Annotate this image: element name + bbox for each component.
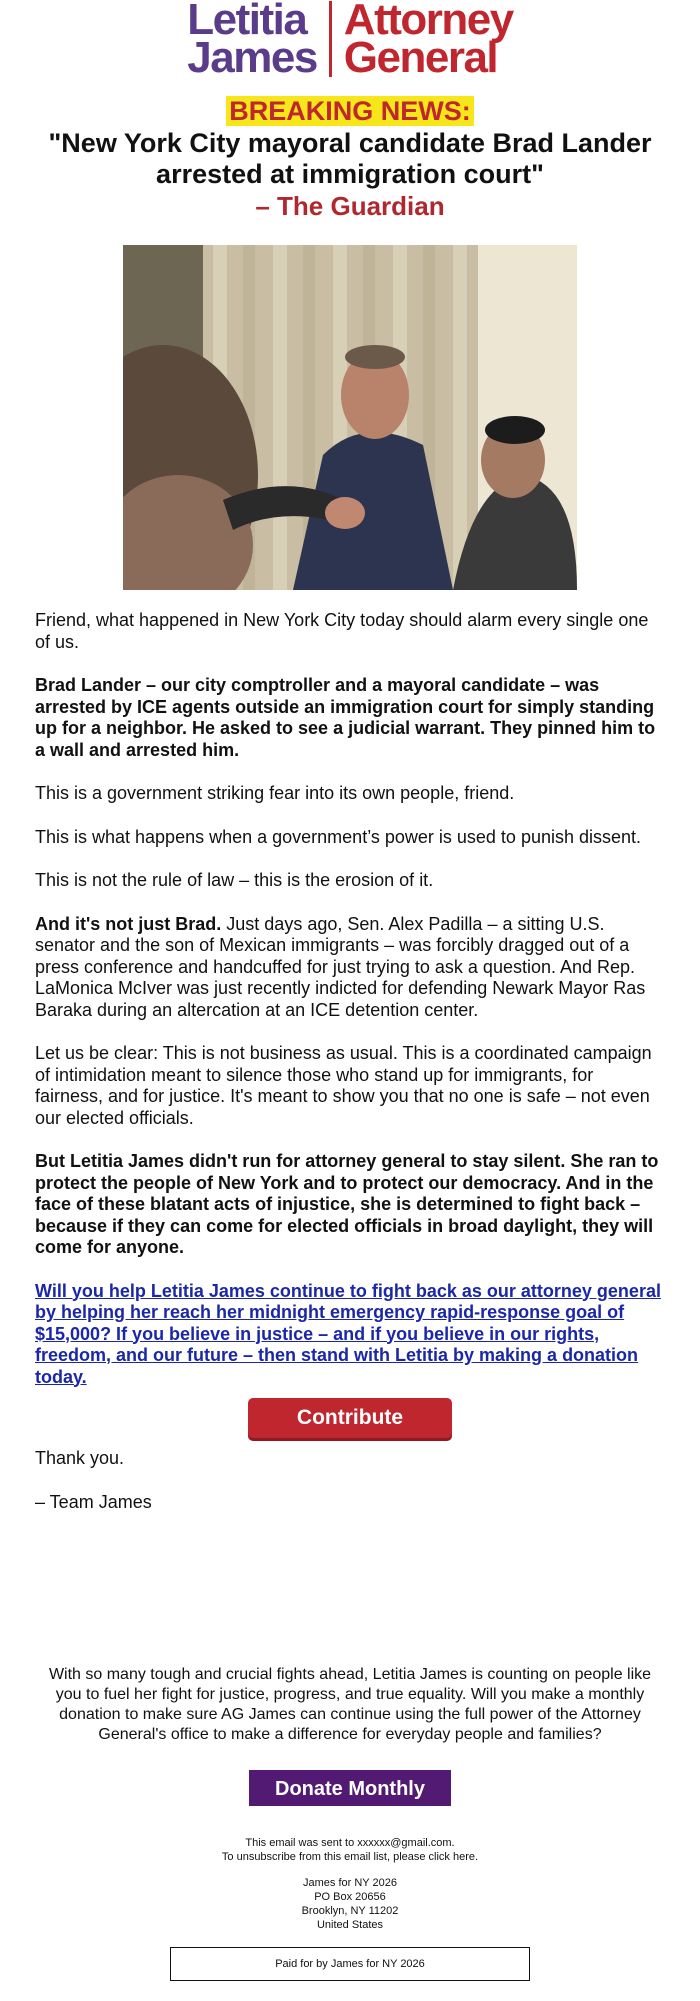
headline-source: – The Guardian	[255, 191, 445, 221]
footer-address	[0, 1876, 700, 1932]
footer-address-line: United States	[316, 1919, 384, 1931]
donation-appeal-link[interactable]: Will you help Letitia James continue to fight back as our attorney general by helping her reach her midnight emergency rapid-response goal of $15,000? If you believe in justice – and if you believe in our rights, freedom, and our future – then stand with Letitia by making a donation today.	[35, 1280, 661, 1387]
donate-monthly-button[interactable]: Donate Monthly	[249, 1770, 451, 1806]
logo-divider	[329, 1, 332, 77]
footer-address-line: Brooklyn, NY 11202	[301, 1905, 399, 1917]
campaign-logo	[0, 0, 700, 82]
news-photo-illustration	[123, 245, 577, 590]
body-paragraph: Let us be clear: This is not business as usual. This is a coordinated campaign of intimidation meant to silence those who stand up for immigrants, for fairness, and for justice. It's meant to show you that no one is safe – not even our elected officials.	[35, 1043, 652, 1128]
logo-office-line1: Attorney	[343, 0, 513, 44]
body-paragraph-bold: But Letitia James didn't run for attorney general to stay silent. She ran to protect the people of New York and to protect our democracy. And in the face of these blatant acts of injustice, she is determined to fight back – because if they can come for elected officials in broad daylight, they will come for anyone.	[35, 1151, 659, 1257]
unsubscribe-link[interactable]: To unsubscribe from this email list, please click here.	[221, 1851, 479, 1863]
email-body	[0, 610, 700, 1513]
email-footer	[0, 1836, 700, 1981]
logo-name	[187, 0, 317, 82]
footer-sent-to: This email was sent to xxxxxx@gmail.com.	[245, 1837, 455, 1849]
body-paragraph	[35, 914, 665, 1022]
body-paragraph-lead: And it's not just Brad.	[35, 913, 222, 934]
headline-block	[0, 96, 700, 222]
body-paragraph: This is what happens when a government’s power is used to punish dissent.	[35, 826, 642, 847]
body-paragraph: This is not the rule of law – this is the erosion of it.	[35, 870, 434, 890]
signoff-team: – Team James	[35, 1491, 152, 1512]
logo-last-name: James	[187, 33, 317, 82]
body-paragraph-rest: Just days ago, Sen. Alex Padilla – a sitting U.S. senator and the son of Mexican immigrants – was forcibly dragged out of a press conference and handcuffed for just trying to ask a question. And Rep. LaMonica McIver was just recently indicted for defending Newark Mayor Ras Baraka during an altercation at an ICE detention center.	[35, 913, 646, 1020]
news-photo	[123, 245, 577, 590]
body-paragraph-bold: Brad Lander – our city comptroller and a mayoral candidate – was arrested by ICE agents outside an immigration court for simply standing up for a neighbor. He asked to see a judicial warrant. They pinned him to a wall and arrested him.	[35, 675, 656, 760]
paid-for-disclaimer: Paid for by James for NY 2026	[170, 1947, 530, 1981]
headline-quote: "New York City mayoral candidate Brad Lander arrested at immigration court"	[48, 128, 652, 189]
body-paragraph: Friend, what happened in New York City today should alarm every single one of us.	[35, 610, 649, 652]
monthly-appeal-text: With so many tough and crucial fights ahead, Letitia James is counting on people like you to fuel her fight for justice, progress, and true equality. Will you make a monthly donation to make sure AG James can continue using the full power of the Attorney General's office to make a difference for everyday people and families?	[48, 1666, 652, 1743]
contribute-button[interactable]: Contribute	[248, 1398, 452, 1438]
monthly-button-wrap	[0, 1770, 700, 1806]
body-paragraph: This is a government striking fear into its own people, friend.	[35, 783, 515, 803]
logo-office-line2: General	[343, 33, 498, 82]
breaking-news-label: BREAKING NEWS:	[226, 96, 474, 126]
logo-first-name: Letitia	[187, 0, 307, 44]
signoff-thanks: Thank you.	[35, 1448, 125, 1468]
footer-address-line: James for NY 2026	[303, 1877, 397, 1889]
logo-office	[343, 0, 513, 82]
contribute-button-wrap	[35, 1398, 665, 1438]
footer-address-line: PO Box 20656	[314, 1891, 386, 1903]
